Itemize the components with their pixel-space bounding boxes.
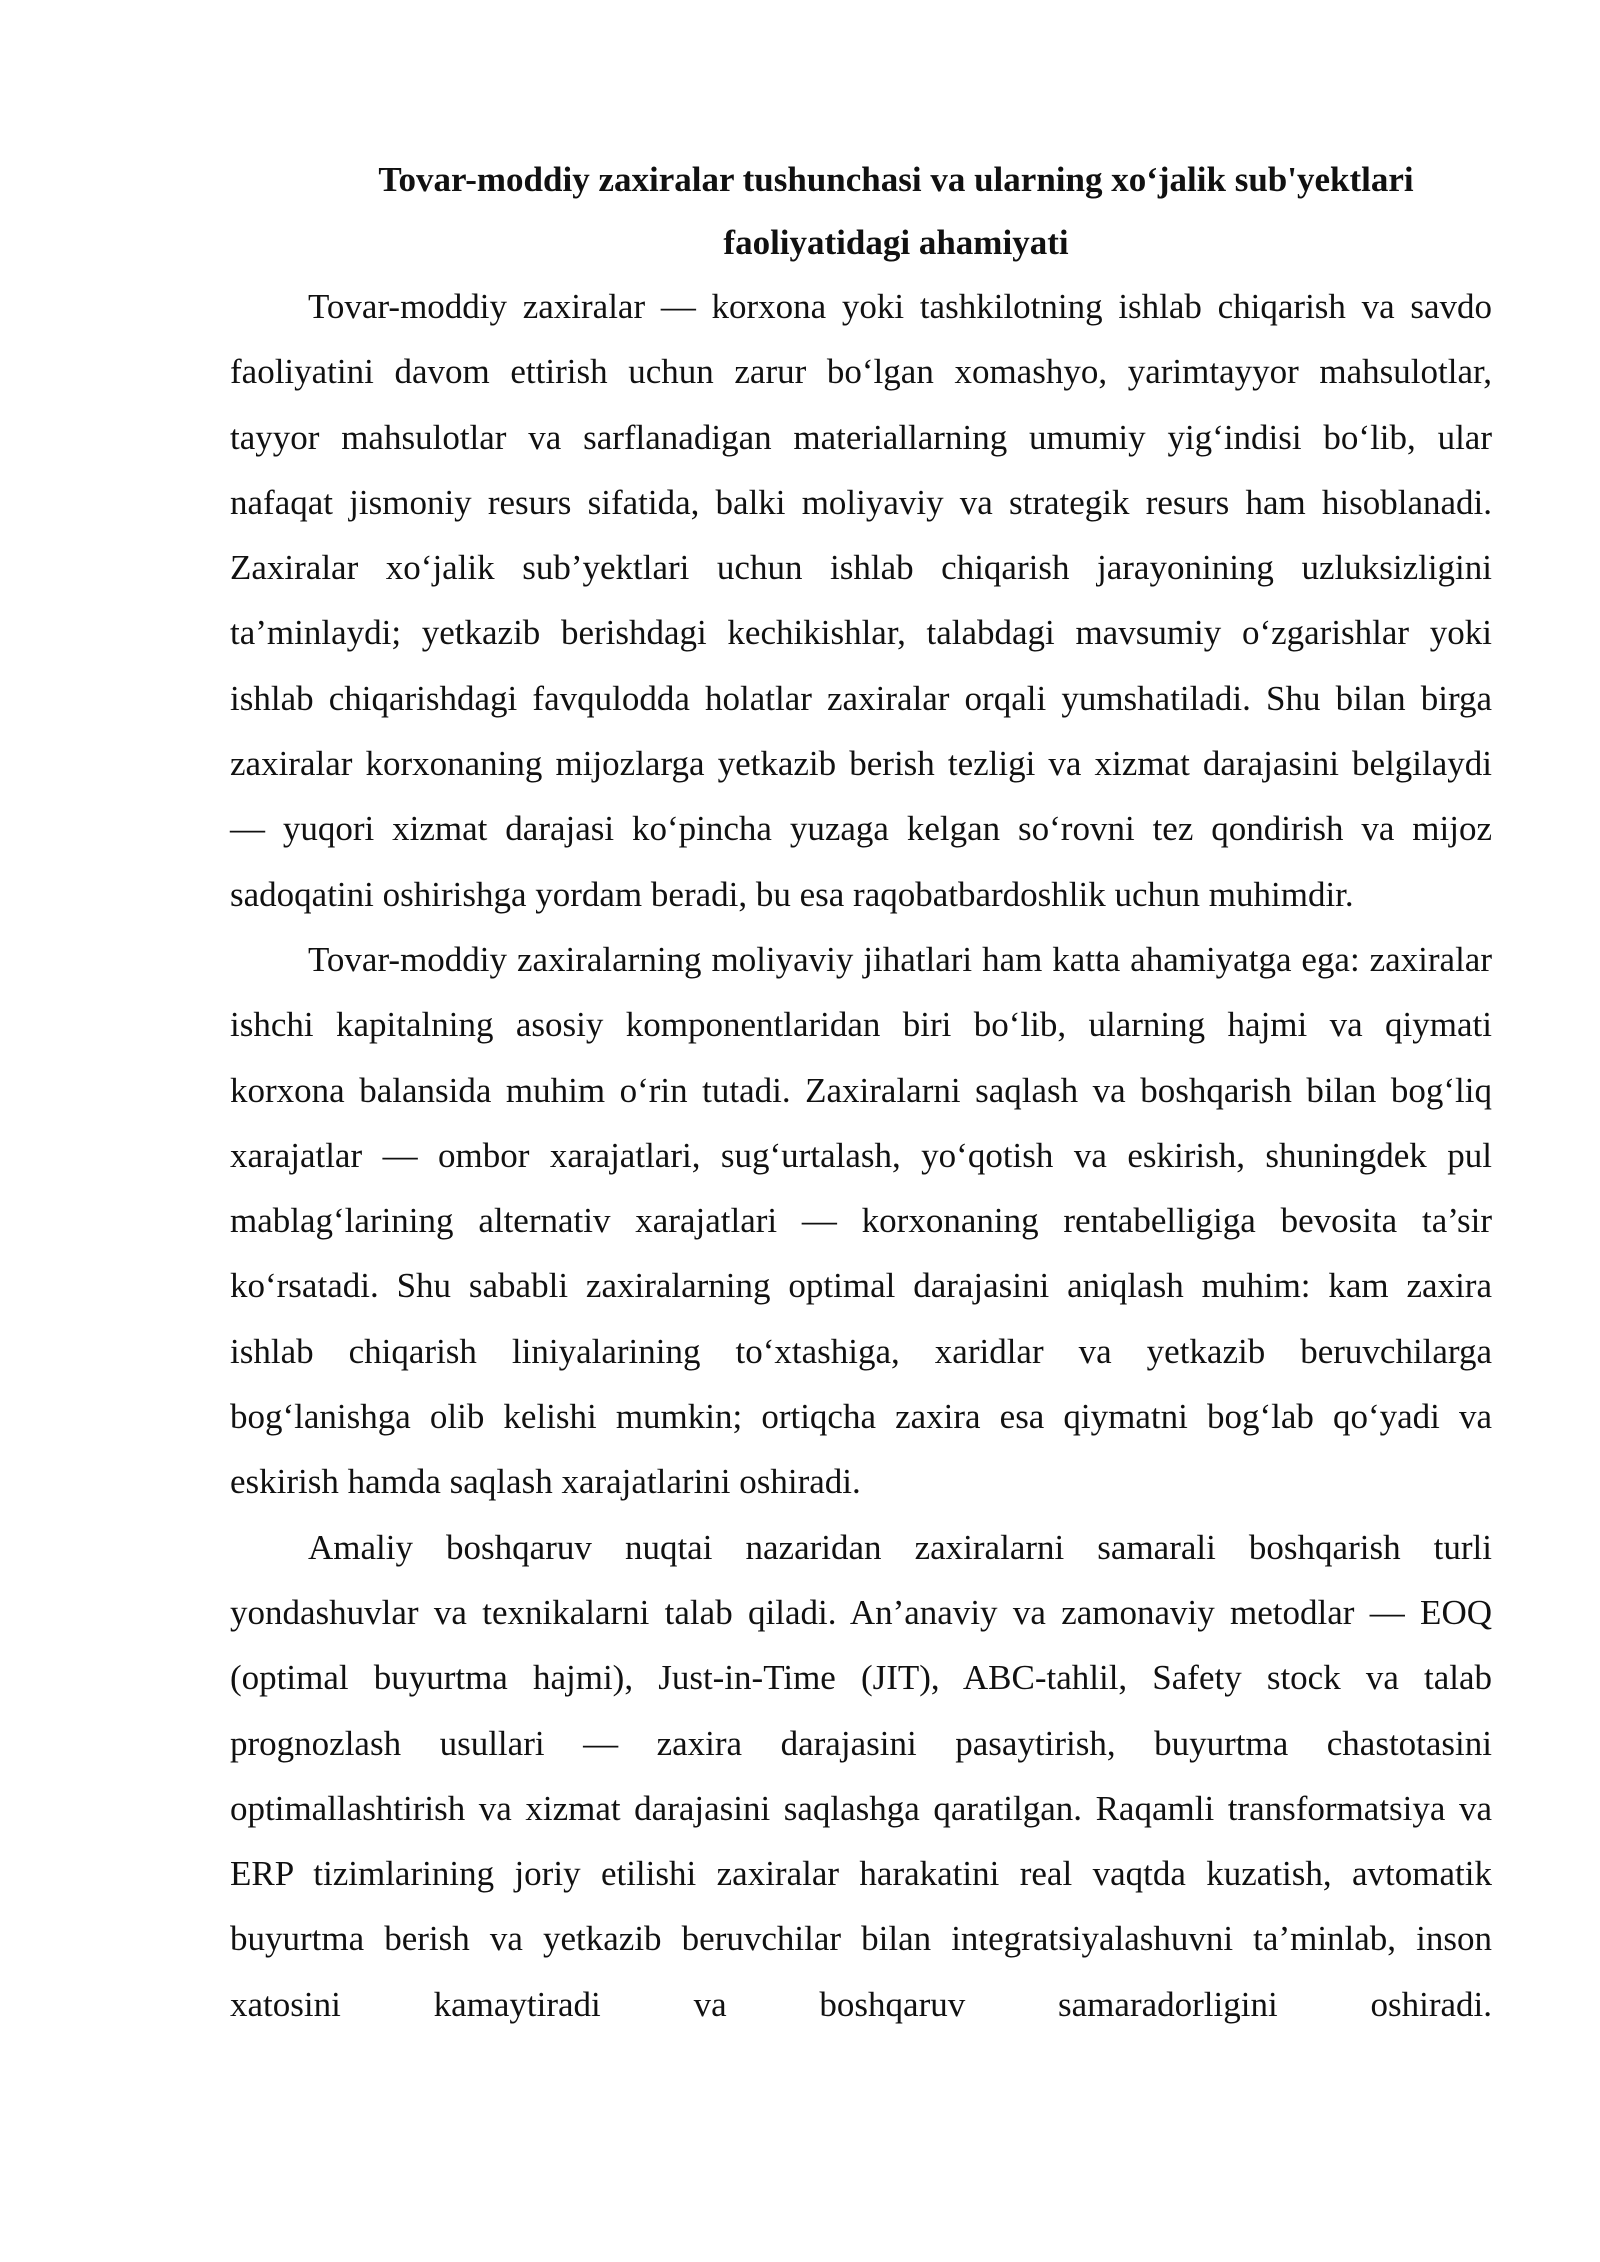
paragraph-1: Tovar-moddiy zaxiralar — korxona yoki tashkilotning ishlab chiqarish va savdo faoliyatini davom ettirish uchun zarur bo‘lgan xomashyo, yarimtayyor mahsulotlar, tayyor mahsulotlar va sarflanadigan materiallarning umumiy yig‘indisi bo‘lib, ular nafaqat jismoniy resurs sifatida, balki moliyaviy va strategik resurs ham hisoblanadi. Zaxiralar xo‘jalik sub’yektlari uchun ishlab chiqarish jarayonining uzluksizligini ta’minlaydi; yetkazib berishdagi kechikishlar, talabdagi mavsumiy o‘zgarishlar yoki ishlab chiqarishdagi favqulodda holatlar zaxiralar orqali yumshatiladi. Shu bilan birga zaxiralar korxonaning mijozlarga yetkazib berish tezligi va xizmat darajasini belgilaydi — yuqori xizmat darajasi ko‘pincha yuzaga kelgan so‘rovni tez qondirish va mijoz sadoqatini oshirishga yordam beradi, bu esa raqobatbardoshlik uchun muhimdir. [230, 287, 1492, 914]
paragraph-3: Amaliy boshqaruv nuqtai nazaridan zaxiralarni samarali boshqarish turli yondashuvlar va texnikalarni talab qiladi. An’anaviy va zamonaviy metodlar — EOQ (optimal buyurtma hajmi), Just-in-Time (JIT), ABC-tahlil, Safety stock va talab prognozlash usullari — zaxira darajasini pasaytirish, buyurtma chastotasini optimallashtirish va xizmat darajasini saqlashga qaratilgan. Raqamli transformatsiya va ERP tizimlarining joriy etilishi zaxiralar harakatini real vaqtda kuzatish, avtomatik buyurtma berish va yetkazib beruvchilar bilan integratsiyalashuvni ta’minlab, inson xatosini kamaytiradi va boshqaruv samaradorligini oshiradi. [230, 1527, 1492, 2024]
document-title: Tovar-moddiy zaxiralar tushunchasi va ularning xo‘jalik sub'yektlari faoliyatidagi ahamiyati [378, 160, 1414, 262]
document-body [230, 148, 1492, 2037]
paragraph-2: Tovar-moddiy zaxiralarning moliyaviy jihatlari ham katta ahamiyatga ega: zaxiralar ishchi kapitalning asosiy komponentlaridan biri bo‘lib, ularning hajmi va qiymati korxona balansida muhim o‘rin tutadi. Zaxiralarni saqlash va boshqarish bilan bog‘liq xarajatlar — ombor xarajatlari, sug‘urtalash, yo‘qotish va eskirish, shuningdek pul mablag‘larining alternativ xarajatlari — korxonaning rentabelligiga bevosita ta’sir ko‘rsatadi. Shu sababli zaxiralarning optimal darajasini aniqlash muhim: kam zaxira ishlab chiqarish liniyalarining to‘xtashiga, xaridlar va yetkazib beruvchilarga bog‘lanishga olib kelishi mumkin; ortiqcha zaxira esa qiymatni bog‘lab qo‘yadi va eskirish hamda saqlash xarajatlarini oshiradi. [230, 939, 1492, 1502]
